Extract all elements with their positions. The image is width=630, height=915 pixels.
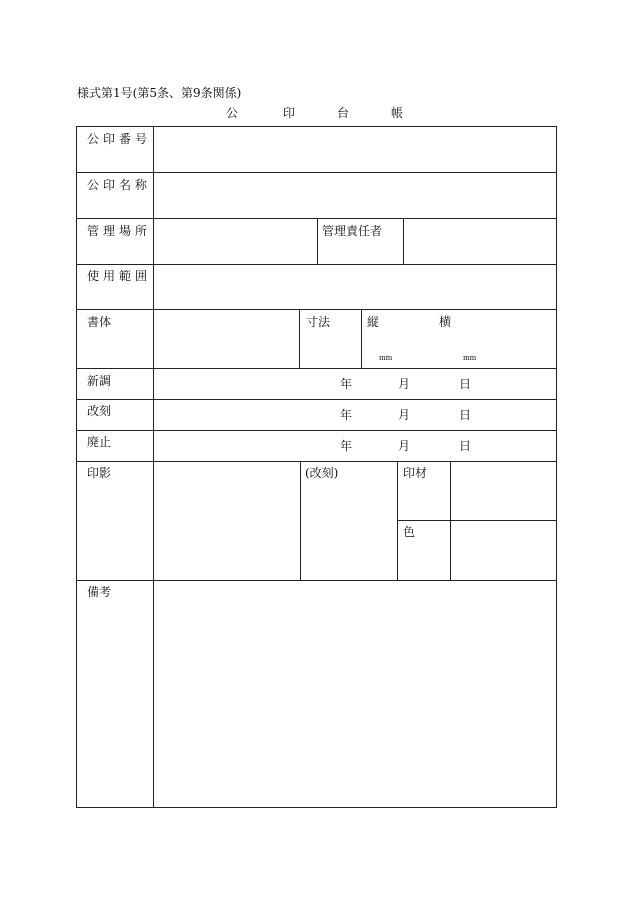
label-usage-scope: 使用範囲: [87, 269, 152, 283]
label-abolition: 廃止: [87, 435, 112, 449]
new-day-unit: 日: [459, 377, 472, 391]
title-char-4: 帳: [391, 106, 404, 120]
cell-divider: [397, 461, 398, 580]
cell-divider: [299, 309, 300, 368]
seal-material-field[interactable]: [451, 462, 556, 520]
label-remarks: 備考: [87, 585, 112, 599]
abolition-year-unit: 年: [340, 439, 353, 453]
label-width: 横: [439, 315, 452, 329]
label-new: 新調: [87, 374, 112, 388]
new-year-unit: 年: [340, 377, 353, 391]
row-divider: [77, 309, 556, 310]
storage-location-field[interactable]: [154, 219, 317, 264]
title-char-1: 公: [226, 106, 239, 120]
row-divider: [77, 430, 556, 431]
label-color: 色: [403, 525, 416, 539]
label-seal-name: 公印名称: [87, 178, 152, 192]
height-value-field[interactable]: [367, 333, 427, 351]
unit-width-mm: mm: [463, 354, 477, 362]
title-char-3: 台: [337, 106, 350, 120]
row-divider: [77, 399, 556, 400]
manager-field[interactable]: [404, 219, 556, 264]
cell-divider: [361, 309, 362, 368]
typeface-field[interactable]: [154, 310, 299, 368]
recarve-month-unit: 月: [398, 408, 411, 422]
seal-number-field[interactable]: [154, 127, 556, 172]
label-seal-material: 印材: [403, 466, 428, 480]
abolition-day-unit: 日: [459, 439, 472, 453]
recarve-year-unit: 年: [340, 408, 353, 422]
label-recarve: 改刻: [87, 404, 112, 418]
usage-scope-field[interactable]: [154, 265, 556, 309]
cell-divider: [317, 218, 318, 264]
row-divider: [77, 368, 556, 369]
abolition-month-unit: 月: [398, 439, 411, 453]
label-storage-location: 管理場所: [87, 224, 152, 238]
label-seal-number: 公印番号: [87, 132, 152, 146]
remarks-field[interactable]: [154, 581, 556, 807]
label-typeface: 書体: [87, 315, 112, 329]
seal-name-field[interactable]: [154, 173, 556, 218]
label-height: 縦: [367, 315, 380, 329]
cell-divider: [300, 461, 301, 580]
label-seal-impression: 印影: [87, 466, 112, 480]
form-reference: 様式第1号(第5条、第9条関係): [77, 86, 242, 100]
label-manager: 管理責任者: [322, 224, 383, 238]
new-month-unit: 月: [398, 377, 411, 391]
label-recarved-impression: (改刻): [305, 466, 339, 480]
seal-register-form: [76, 126, 557, 808]
label-dimensions: 寸法: [306, 315, 331, 329]
recarve-day-unit: 日: [459, 408, 472, 422]
width-value-field[interactable]: [439, 333, 499, 351]
title-char-2: 印: [283, 106, 296, 120]
color-field[interactable]: [451, 521, 556, 580]
unit-height-mm: mm: [379, 354, 393, 362]
